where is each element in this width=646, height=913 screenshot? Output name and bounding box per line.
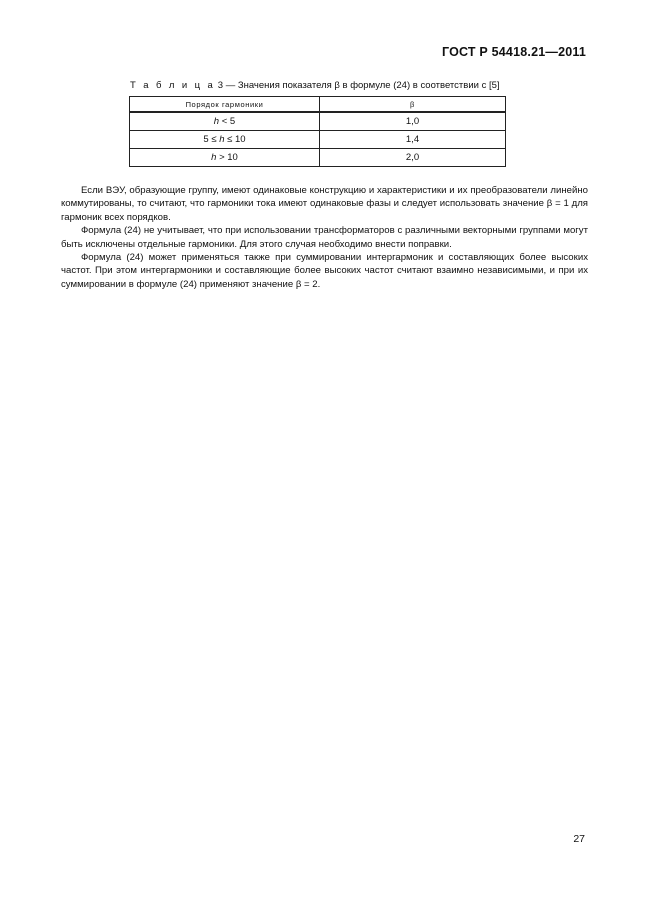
table-caption-text: 3 — Значения показателя β в формуле (24) в соответствии с [5] xyxy=(217,80,500,91)
paragraph-interharmonics: Формула (24) может применяться также при суммировании интергармоник и составляющих более высоких частот. При этом интергармоники и составляющие более высоких частот считают взаимно независимыми, и при их суммировании в формуле (24) применяют значение β = 2. xyxy=(61,252,588,290)
document-id: ГОСТ Р 54418.21—2011 xyxy=(441,45,586,59)
variable-h: h xyxy=(213,116,220,127)
condition-text: > 10 xyxy=(216,152,238,163)
harmonic-order-cell xyxy=(130,131,320,149)
variable-h: h xyxy=(211,152,217,163)
paragraph-transformer-note: Формула (24) не учитывает, что при использовании трансформаторов с различными векторными группами могут быть исключены отдельные гармоники. Для этого случая необходимо внести поправки. xyxy=(61,225,588,250)
column-header-beta: β xyxy=(320,97,506,113)
table-caption xyxy=(130,80,500,91)
page-number: 27 xyxy=(573,833,585,845)
table-row xyxy=(130,149,506,167)
condition-text: < 5 xyxy=(219,116,236,127)
column-header-harmonic-order: Порядок гармоники xyxy=(130,97,320,113)
table-row xyxy=(130,112,506,131)
condition-prefix: 5 ≤ xyxy=(203,134,220,145)
beta-values-table xyxy=(129,96,506,167)
table-row xyxy=(130,131,506,149)
beta-value-cell: 1,0 xyxy=(320,112,506,131)
condition-text: ≤ 10 xyxy=(224,134,246,145)
harmonic-order-cell xyxy=(130,149,320,167)
table-caption-label: Т а б л и ц а xyxy=(130,80,216,91)
body-text xyxy=(61,184,588,291)
variable-h: h xyxy=(219,134,225,145)
table-header-row xyxy=(130,97,506,113)
beta-value-cell: 1,4 xyxy=(320,131,506,149)
harmonic-order-cell xyxy=(130,112,320,131)
paragraph-phase-assumption: Если ВЭУ, образующие группу, имеют одинаковые конструкцию и характеристики и их преобразователи линейно коммутированы, то считают, что гармоники тока имеют одинаковые фазы и следует использовать значение β = 1 для гармоник всех порядков. xyxy=(61,185,588,223)
beta-value-cell: 2,0 xyxy=(320,149,506,167)
